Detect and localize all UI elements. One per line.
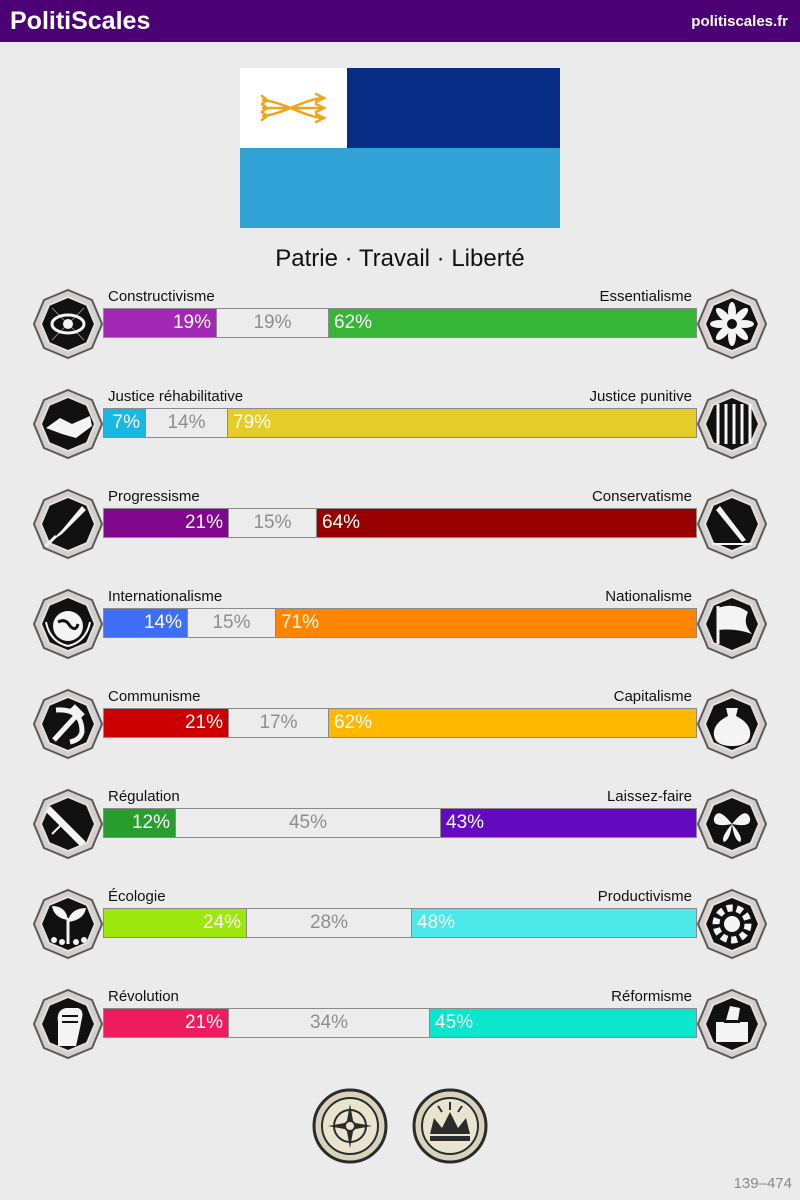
eye-icon: [32, 288, 104, 360]
axis-row: [0, 888, 800, 968]
axis-left-label: Internationalisme: [108, 588, 223, 605]
axis-left-label: Écologie: [108, 888, 166, 905]
axis-right-label: Capitalisme: [613, 688, 692, 705]
butterflies-icon: [696, 788, 768, 860]
axis-neutral-segment: 15%: [187, 609, 276, 637]
axis-bar: [103, 808, 697, 838]
axis-row: [0, 288, 800, 368]
hammer-sickle-icon: [32, 688, 104, 760]
axis-right-segment: 79%: [228, 409, 696, 437]
axis-right-label: Essentialisme: [599, 288, 692, 305]
axis-neutral-segment: 17%: [228, 709, 329, 737]
flag-icon: [696, 588, 768, 660]
axis-neutral-segment: 34%: [228, 1009, 430, 1037]
rocket-icon: [32, 488, 104, 560]
sprout-icon: [32, 888, 104, 960]
axis-neutral-segment: 28%: [246, 909, 412, 937]
axis-right-segment: 64%: [317, 509, 696, 537]
axis-left-segment: 19%: [104, 309, 216, 337]
axis-right-label: Productivisme: [597, 888, 692, 905]
axis-right-label: Conservatisme: [591, 488, 692, 505]
axis-right-segment: 62%: [329, 309, 696, 337]
globe-icon: [32, 588, 104, 660]
axis-row: [0, 488, 800, 568]
header-bar: [0, 0, 800, 42]
axis-left-segment: 21%: [104, 1009, 228, 1037]
arrows-icon: [258, 88, 328, 128]
axis-bar: [103, 308, 697, 338]
site-link[interactable]: politiscales.fr: [691, 13, 788, 30]
axis-left-segment: 21%: [104, 709, 228, 737]
result-flag: [240, 68, 560, 228]
axis-bar: [103, 908, 697, 938]
handshake-icon: [32, 388, 104, 460]
axis-row: [0, 688, 800, 768]
flag-navy-band: [347, 68, 560, 148]
axis-bar: [103, 408, 697, 438]
axis-right-segment: 62%: [329, 709, 696, 737]
motto: Patrie · Travail · Liberté: [275, 245, 525, 272]
flower-icon: [696, 288, 768, 360]
axis-left-segment: 21%: [104, 509, 228, 537]
axis-right-label: Justice punitive: [589, 388, 692, 405]
flag-light-blue-band: [240, 148, 560, 228]
axis-right-segment: 45%: [430, 1009, 696, 1037]
axis-left-label: Progressisme: [108, 488, 200, 505]
axis-left-segment: 7%: [104, 409, 145, 437]
axis-neutral-segment: 15%: [228, 509, 317, 537]
ballot-box-icon: [696, 988, 768, 1060]
gear-icon: [696, 888, 768, 960]
axis-left-label: Régulation: [108, 788, 180, 805]
brand-title[interactable]: PolitiScales: [10, 7, 151, 35]
axis-left-label: Justice réhabilitative: [108, 388, 244, 405]
axis-neutral-segment: 19%: [216, 309, 329, 337]
compass-seal-icon: [312, 1088, 388, 1164]
axis-bar: [103, 508, 697, 538]
quill-pen-icon: [696, 488, 768, 560]
axis-neutral-segment: 45%: [175, 809, 441, 837]
money-bag-icon: [696, 688, 768, 760]
axis-left-segment: 14%: [104, 609, 187, 637]
axis-row: [0, 588, 800, 668]
axis-left-label: Révolution: [108, 988, 179, 1005]
axis-neutral-segment: 14%: [145, 409, 228, 437]
axis-right-label: Laissez-faire: [606, 788, 692, 805]
axis-row: [0, 388, 800, 468]
axis-right-label: Réformisme: [611, 988, 692, 1005]
crown-seal-icon: [412, 1088, 488, 1164]
axis-left-segment: 24%: [104, 909, 246, 937]
axis-bar: [103, 1008, 697, 1038]
axis-right-segment: 43%: [441, 809, 696, 837]
axis-right-label: Nationalisme: [605, 588, 692, 605]
axis-left-label: Constructivisme: [108, 288, 215, 305]
axis-row: [0, 988, 800, 1068]
axis-row: [0, 788, 800, 868]
ruler-icon: [32, 788, 104, 860]
axis-bar: [103, 608, 697, 638]
axis-bar: [103, 708, 697, 738]
axis-left-segment: 12%: [104, 809, 175, 837]
axis-left-label: Communisme: [108, 688, 201, 705]
axis-right-segment: 71%: [276, 609, 696, 637]
result-code: 139–474: [733, 1175, 792, 1192]
axis-right-segment: 48%: [412, 909, 696, 937]
raised-fist-icon: [32, 988, 104, 1060]
prison-bars-icon: [696, 388, 768, 460]
